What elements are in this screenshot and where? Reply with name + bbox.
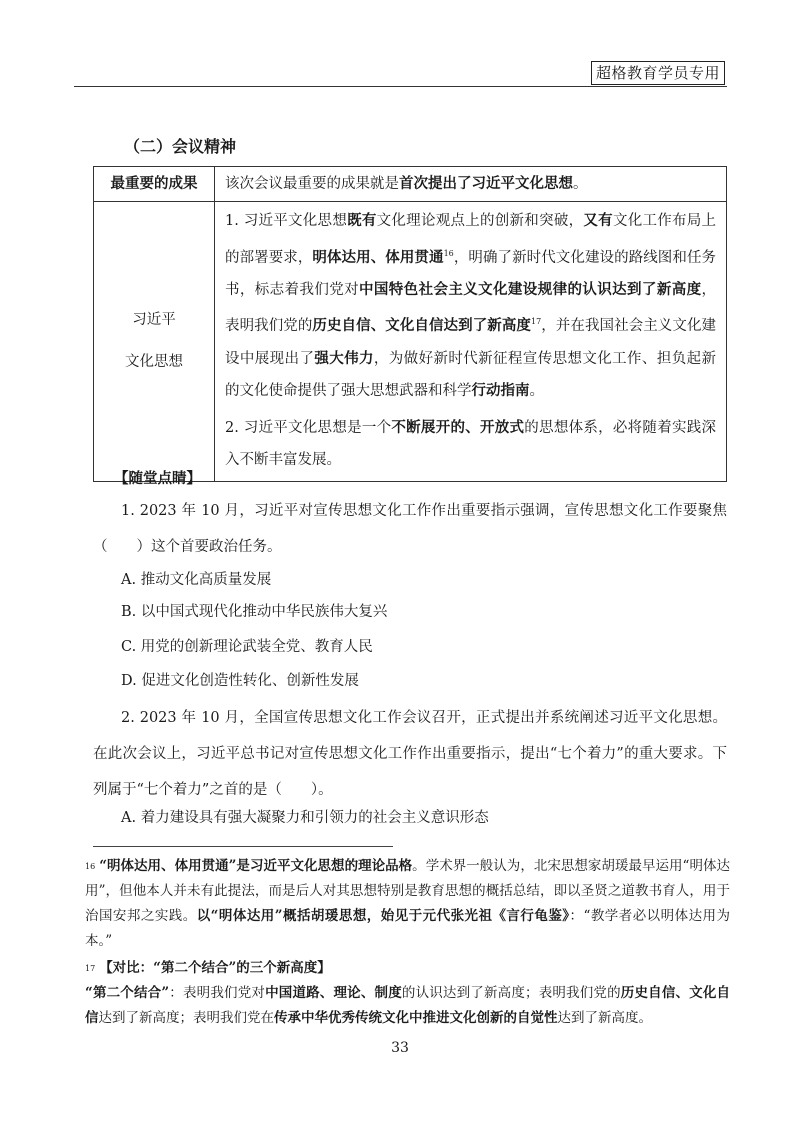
footnotes	[85, 854, 730, 1031]
xi-culture-point-2: 2. 习近平文化思想是一个不断展开的、开放式的思想体系，必将随着实践深入不断丰富发展。	[225, 418, 717, 469]
row-label-text: 最重要的成果	[110, 176, 198, 192]
q1-option-b: B. 以中国式现代化推动中华民族伟大复兴	[121, 604, 388, 620]
header-rule	[74, 86, 727, 87]
xi-culture-point-1: 1. 习近平文化思想既有文化理论观点上的创新和突破，又有文化工作布局上的部署要求，明体达用、体用贯通$^{16}$，明确了新时代文化建设的路线图和任务书，标志着我们党对中国特色社会主义文化建设规律的认识达到了新高度，表明我们党的历史自信、文化自信达到了新高度$^{17}$，并在我国社会主义文化建设中展现出了强大伟力，为做好新时代新征程宣传思想文化工作、担负起新的文化使命提供了强大思想武器和科学行动指南。	[225, 212, 717, 400]
footnote-ref: 17	[530, 317, 542, 327]
q1-option-c: C. 用党的创新理论武装全党、教育人民	[121, 639, 373, 655]
section-title: （二）会议精神	[124, 137, 237, 156]
header-stamp: 超格教育学员专用	[591, 61, 725, 85]
footnote-ref: 16	[443, 248, 454, 258]
table-row-label	[94, 167, 215, 202]
footnote-divider	[93, 846, 393, 847]
table-row-content	[215, 202, 727, 482]
footnote-17: $^{17}$ 【对比：“第二个结合”的三个新高度】	[85, 960, 331, 976]
practice-title: 【随堂点睛】	[114, 471, 201, 487]
footnote-17-body: “第二个结合”：表明我们党对中国道路、理论、制度的认识达到了新高度；表明我们党的历史自信、文化自信达到了新高度；表明我们党在传承中华优秀传统文化中推进文化创新的自觉性达到了新高度。	[85, 985, 731, 1026]
q2-option-a: A. 着力建设具有强大凝聚力和引领力的社会主义意识形态	[121, 810, 489, 826]
table-row-label	[94, 202, 215, 482]
meeting-spirit-table	[93, 166, 727, 482]
row-label-line: 习近平	[132, 312, 176, 329]
page-number: 33	[391, 1040, 409, 1056]
question-2: 2. 2023 年 10 月，全国宣传思想文化工作会议召开，正式提出并系统阐述习近平文化思想。在此次会议上，习近平总书记对宣传思想文化工作作出重要指示，提出“七个着力”的重大要求。下列属于“七个着力”之首的是（ ）。	[93, 710, 727, 798]
row-bold-text: 首次提出了习近平文化思想	[399, 175, 573, 192]
q1-option-a: A. 推动文化高质量发展	[121, 572, 272, 588]
row-text: 。	[573, 176, 588, 192]
table-row	[94, 167, 727, 202]
table-row-content	[215, 167, 727, 202]
table-row	[94, 202, 727, 482]
row-label-line: 文化思想	[125, 354, 183, 371]
q1-option-d: D. 促进文化创造性转化、创新性发展	[121, 673, 359, 689]
row-text: 该次会议最重要的成果就是	[225, 176, 399, 192]
footnote-16: $^{16}$ “明体达用、体用贯通”是习近平文化思想的理论品格。学术界一般认为，北宋思想家胡瑗最早运用“明体达用”，但他本人并未有此提法，而是后人对其思想特别是教育思想的概括总结，即以圣贤之道教书育人，用于治国安邦之实践。以“明体达用”概括胡瑗思想，始见于元代张光祖《言行龟鉴》：“教学者必以明体达用为本。”	[85, 858, 731, 949]
question-1: 1. 2023 年 10 月，习近平对宣传思想文化工作作出重要指示强调，宣传思想文化工作要聚焦（ ）这个首要政治任务。	[93, 503, 727, 555]
